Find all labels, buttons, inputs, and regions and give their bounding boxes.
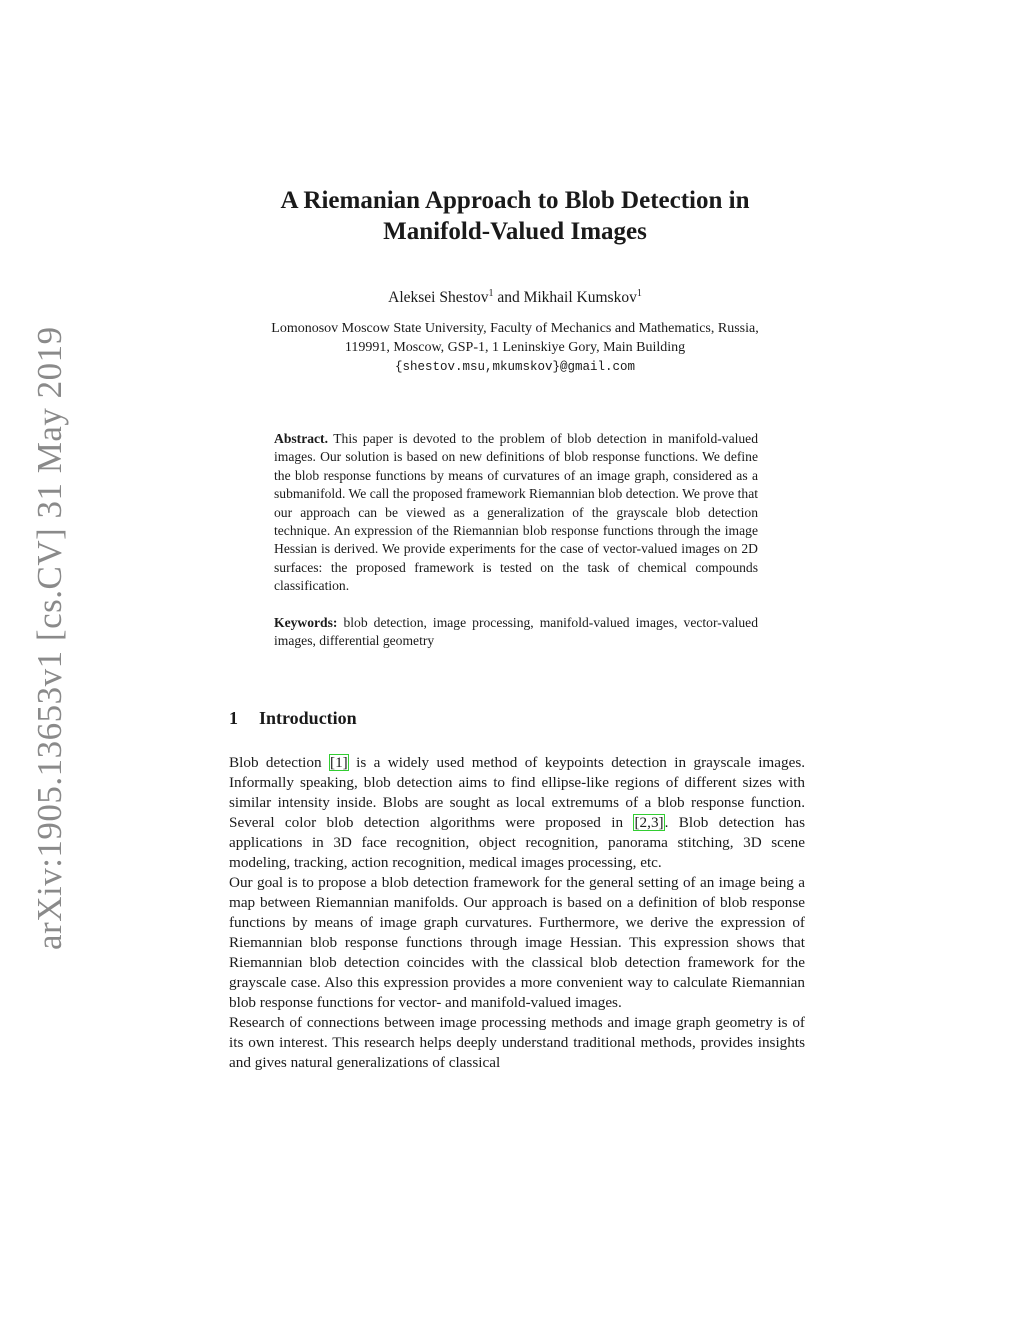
paragraph-text: . Blob detection has applications in 3D face recognition, object recognition, panorama stitching, 3D scene modeling, tracking, action recognition, medical images processing, etc.: [229, 814, 805, 871]
citation-number: 3: [650, 814, 659, 831]
paragraph: Research of connections between image processing methods and image graph geometry is of its own interest. This research helps deeply understand traditional methods, provides insights and gives natural generalizations of classical: [229, 1014, 805, 1071]
affiliation: [220, 319, 810, 377]
paragraph: [229, 753, 805, 873]
abstract-text: This paper is devoted to the problem of blob detection in manifold-valued images. Our solution is based on new definitions of blob response functions. We define the blob response functions by means of curvatures of an image graph, considered as a submanifold. We call the proposed framework Riemannian blob detection. We prove that our approach can be viewed as a generalization of the grayscale blob detection technique. An expression of the Riemannian blob response functions through the image Hessian is derived. We provide experiments for the case of vector-valued images on 2D surfaces: the proposed framework is tested on the task of chemical compounds classification.: [274, 431, 759, 594]
authors: [230, 284, 800, 308]
author-name: Mikhail Kumskov: [523, 289, 637, 307]
keywords-text: blob detection, image processing, manifold-valued images, vector-valued images, differential geometry: [274, 614, 758, 649]
keywords-label: Keywords:: [274, 614, 338, 630]
section-heading: [229, 706, 357, 730]
abstract-block: [274, 430, 758, 650]
title-line-2: Manifold-Valued Images: [383, 218, 647, 245]
author-separator: and: [497, 289, 520, 307]
paragraph-text: is a widely used method of keypoints detection in grayscale images. Informally speaking, blob detection aims to find ellipse-like regions of different sizes with similar intensity inside. Blobs are sought as local extremums of a blob response function. Several color blob detection algorithms were proposed in: [229, 754, 806, 831]
affiliation-line-2: 119991, Moscow, GSP-1, 1 Leninskiye Gory, Main Building: [344, 340, 686, 355]
section-number: 1: [229, 708, 238, 728]
paper-title: [230, 185, 800, 247]
citation-number: 2: [639, 814, 648, 831]
citation-number: 1: [335, 754, 343, 771]
abstract-label: Abstract.: [274, 431, 328, 446]
section-title: Introduction: [259, 708, 357, 728]
title-line-1: A Riemanian Approach to Blob Detection in: [280, 187, 750, 214]
paragraph: Our goal is to propose a blob detection framework for the general setting of an image being a map between Riemannian manifolds. Our approach is based on a definition of blob response functions by means of image graph curvatures. Furthermore, we derive the expression of Riemannian blob response functions through image Hessian. This expression shows that Riemannian blob detection coincides with the classical blob detection framework for the grayscale case. Also this expression provides a more convenient way to calculate Riemannian blob response functions for vector- and manifold-valued images.: [229, 874, 805, 1011]
author-email: {shestov.msu,mkumskov}@gmail.com: [394, 360, 636, 374]
affiliation-line-1: Lomonosov Moscow State University, Faculty of Mechanics and Mathematics, Russia,: [271, 321, 759, 336]
keywords: [274, 614, 758, 651]
citation-link[interactable]: [2,3]: [634, 814, 664, 831]
abstract: [274, 430, 758, 596]
paragraph-text: Blob detection: [229, 754, 322, 771]
citation-link[interactable]: [1]: [330, 754, 348, 771]
arxiv-side-stamp: arXiv:1905.13653v1 [cs.CV] 31 May 2019: [30, 326, 69, 950]
affiliation-marker: 1: [636, 288, 642, 299]
affiliation-marker: 1: [488, 288, 494, 299]
body-text: [229, 753, 805, 1073]
author-name: Aleksei Shestov: [388, 289, 489, 307]
